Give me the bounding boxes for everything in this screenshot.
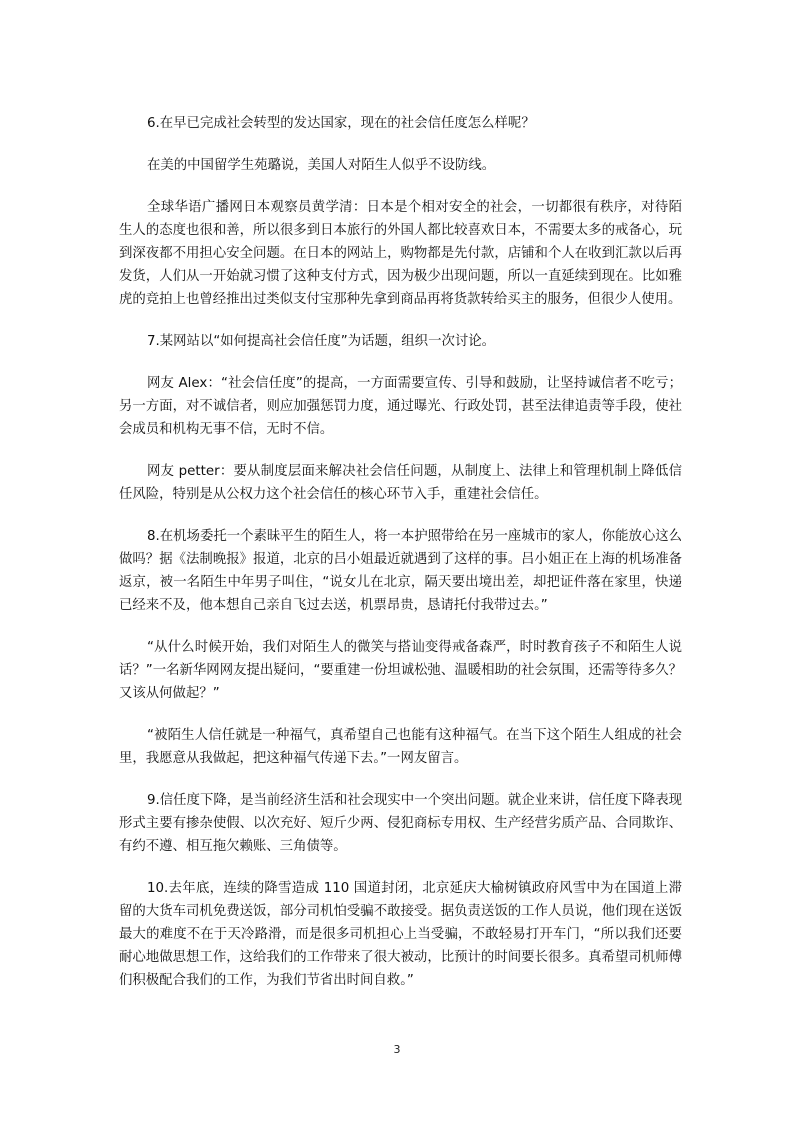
paragraph-9-trust-decline: 9.信任度下降，是当前经济生活和社会现实中一个突出问题。就企业来讲，信任度下降表现形式主要有掺杂使假、以次充好、短斤少两、侵犯商标专用权、生产经营劣质产品、合同欺诈、有约不遵、相互拖欠赖账、三角债等。	[119, 793, 683, 854]
paragraph-netizen-alex: 网友 Alex：“社会信任度”的提高，一方面需要宣传、引导和鼓励，让坚持诚信者不吃亏；另一方面，对不诚信者，则应加强惩罚力度，通过曝光、行政处罚，甚至法律追责等手段，使社会成员和机构无事不信，无时不信。	[119, 376, 682, 437]
document-body	[119, 112, 682, 1011]
paragraph-7-discussion: 7.某网站以“如何提高社会信任度”为话题，组织一次讨论。	[147, 334, 496, 349]
paragraph-netizen-petter: 网友 petter：要从制度层面来解决社会信任问题，从制度上、法律上和管理机制上降低信任风险，特别是从公权力这个社会信任的核心环节入手，重建社会信任。	[119, 464, 682, 502]
paragraph-xinhua-netizen: “从什么时候开始，我们对陌生人的微笑与搭讪变得戒备森严，时时教育孩子不和陌生人说话？”一名新华网网友提出疑问，“要重建一份坦诚松弛、温暖相助的社会氛围，还需等待多久？又该从何做起？”	[119, 640, 682, 701]
paragraph-8-airport: 8.在机场委托一个素昧平生的陌生人，将一本护照带给在另一座城市的家人，你能放心这么做吗？据《法制晚报》报道，北京的吕小姐最近就遇到了这样的事。吕小姐正在上海的机场准备返京，被一名陌生中年男子叫住，“说女儿在北京，隔天要出境出差，却把证件落在家里，快递已经来不及，他本想自己亲自飞过去送，机票昂贵，恳请托付我带过去。”	[119, 529, 683, 613]
page-number: 3	[393, 1043, 401, 1056]
paragraph-6-question: 6.在早已完成社会转型的发达国家，现在的社会信任度怎么样呢？	[147, 116, 535, 131]
paragraph-us-student: 在美的中国留学生苑璐说，美国人对陌生人似乎不设防线。	[147, 158, 496, 173]
paragraph-netizen-comment: “被陌生人信任就是一种福气，真希望自己也能有这种福气。在当下这个陌生人组成的社会里，我愿意从我做起，把这种福气传递下去。”一网友留言。	[119, 728, 682, 766]
paragraph-10-snow: 10.去年底，连续的降雪造成 110 国道封闭，北京延庆大榆树镇政府风雪中为在国道上滞留的大货车司机免费送饭，部分司机怕受骗不敢接受。据负责送饭的工作人员说，他们现在送饭最大的难度不在于天冷路滑，而是很多司机担心上当受骗，不敢轻易打开车门，“所以我们还要耐心地做思想工作，这给我们的工作带来了很大被动，比预计的时间要长很多。真希望司机师傅们积极配合我们的工作，为我们节省出时间自救。”	[119, 881, 682, 988]
paragraph-japan-observer: 全球华语广播网日本观察员黄学清：日本是个相对安全的社会，一切都很有秩序，对待陌生人的态度也很和善，所以很多到日本旅行的外国人都比较喜欢日本，不需要太多的戒备心，玩到深夜都不用担心安全问题。在日本的网站上，购物都是先付款，店铺和个人在收到汇款以后再发货，人们从一开始就习惯了这种支付方式，因为极少出现问题，所以一直延续到现在。比如雅虎的竞拍上也曾经推出过类似支付宝那种先拿到商品再将货款转给买主的服务，但很少人使用。	[119, 200, 682, 307]
